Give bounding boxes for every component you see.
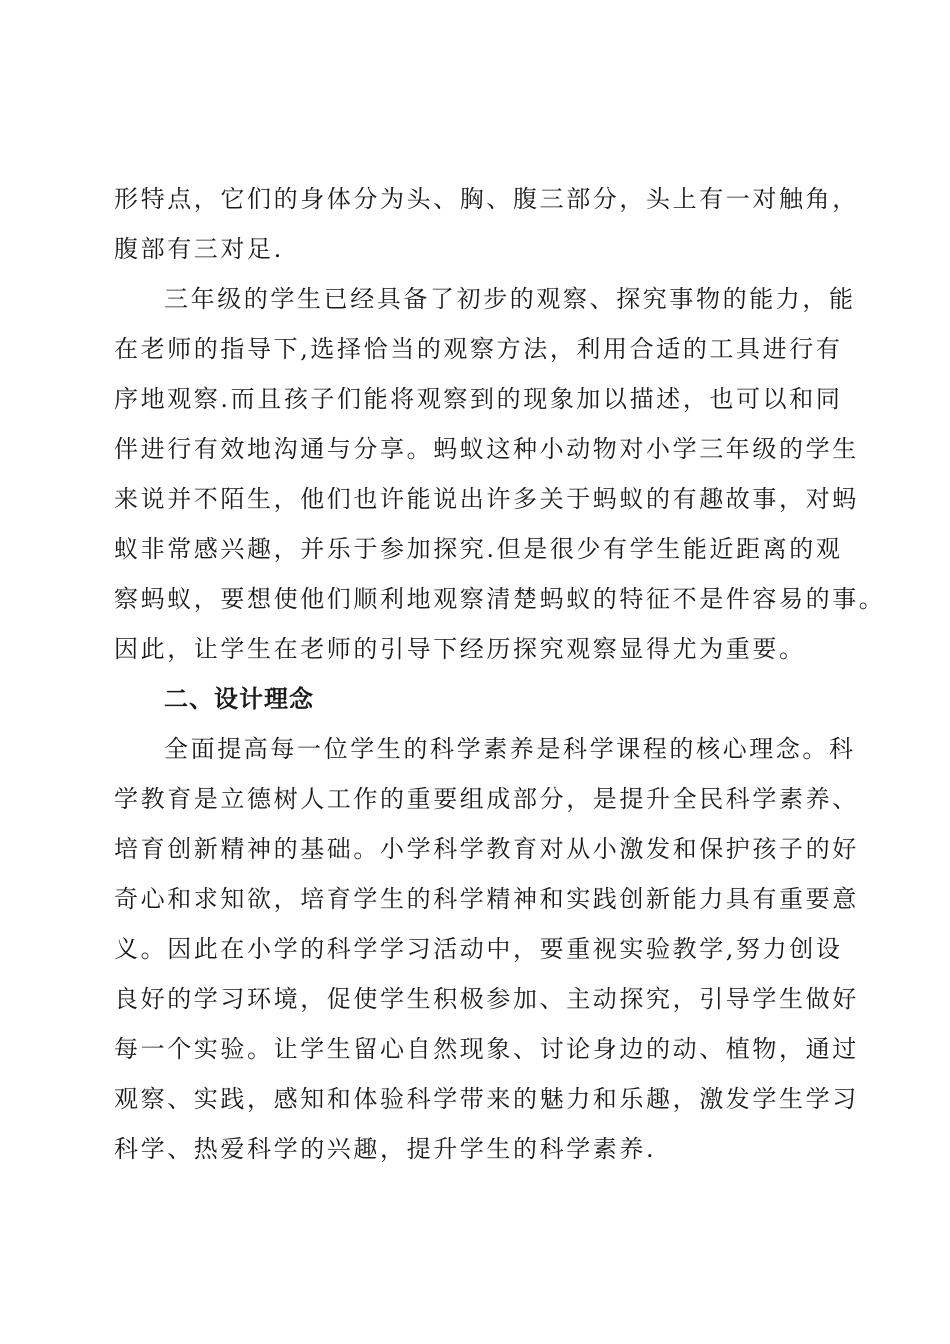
paragraph-line: 形特点，它们的身体分为头、胸、腹三部分，头上有一对触角， <box>114 185 859 213</box>
paragraph-line: 科学、热爱科学的兴趣，提升学生的科学素养. <box>114 1135 657 1163</box>
paragraph-line: 三年级的学生已经具备了初步的观察、探究事物的能力，能 <box>164 285 856 313</box>
paragraph-line: 奇心和求知欲，培育学生的科学精神和实践创新能力具有重要意 <box>114 885 859 913</box>
paragraph-line: 伴进行有效地沟通与分享。蚂蚁这种小动物对小学三年级的学生 <box>114 435 859 463</box>
section-heading: 二、设计理念 <box>164 685 314 713</box>
paragraph-line: 在老师的指导下,选择恰当的观察方法，利用合适的工具进行有 <box>114 335 843 363</box>
paragraph-line: 序地观察.而且孩子们能将观察到的现象加以描述，也可以和同 <box>114 385 843 413</box>
paragraph-line: 全面提高每一位学生的科学素养是科学课程的核心理念。科 <box>164 735 856 763</box>
paragraph-line: 因此，让学生在老师的引导下经历探究观察显得尤为重要。 <box>114 635 806 663</box>
paragraph-line: 来说并不陌生，他们也许能说出许多关于蚂蚁的有趣故事，对蚂 <box>114 485 859 513</box>
paragraph-line: 每一个实验。让学生留心自然现象、讨论身边的动、植物，通过 <box>114 1035 859 1063</box>
paragraph-line: 学教育是立德树人工作的重要组成部分，是提升全民科学素养、 <box>114 785 859 813</box>
paragraph-line: 良好的学习环境，促使学生积极参加、主动探究，引导学生做好 <box>114 985 859 1013</box>
paragraph-line: 腹部有三对足. <box>114 235 284 263</box>
paragraph-line: 义。因此在小学的科学学习活动中，要重视实验教学,努力创设 <box>114 935 843 963</box>
paragraph-line: 培育创新精神的基础。小学科学教育对从小激发和保护孩子的好 <box>114 835 859 863</box>
paragraph-line: 观察、实践，感知和体验科学带来的魅力和乐趣，激发学生学习 <box>114 1085 859 1113</box>
paragraph-line: 察蚂蚁，要想使他们顺利地观察清楚蚂蚁的特征不是件容易的事。 <box>114 585 886 613</box>
paragraph-line: 蚁非常感兴趣，并乐于参加探究.但是很少有学生能近距离的观 <box>114 535 843 563</box>
